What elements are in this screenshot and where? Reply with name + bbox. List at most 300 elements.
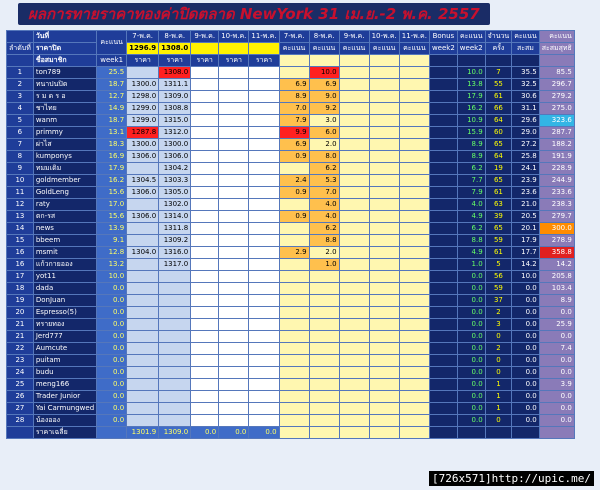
day-score [279, 379, 309, 391]
guess-price [191, 139, 219, 151]
week2-score: 0.0 [457, 355, 485, 367]
price-header: ราคา [159, 55, 191, 67]
bonus-header: Bonus [429, 31, 457, 43]
net-accum-score: 85.5 [539, 67, 574, 79]
accum-score: 27.2 [512, 139, 540, 151]
week2-blank [457, 55, 485, 67]
day-score [339, 307, 369, 319]
accum-score: 29.6 [512, 115, 540, 127]
net-accum-score: 275.0 [539, 103, 574, 115]
bonus-score [429, 331, 457, 343]
day-score [399, 367, 429, 379]
day-score [399, 199, 429, 211]
day-score [279, 391, 309, 403]
day-score [369, 271, 399, 283]
guess-price [219, 139, 249, 151]
accum-score: 0.0 [512, 391, 540, 403]
guess-price [127, 307, 159, 319]
guess-price [127, 343, 159, 355]
day-score [399, 163, 429, 175]
guess-price [159, 295, 191, 307]
net-accum-score: 279.7 [539, 211, 574, 223]
guess-price [219, 175, 249, 187]
footer-label: ราคาเฉลี่ย [33, 427, 96, 439]
guess-price [249, 79, 279, 91]
week2-score: 10.0 [457, 67, 485, 79]
guess-price [159, 379, 191, 391]
table-row [7, 247, 575, 259]
week1-score: 0.0 [97, 307, 127, 319]
day-score [279, 367, 309, 379]
table-row [7, 67, 575, 79]
week1-score: 0.0 [97, 379, 127, 391]
guess-price: 1317.0 [159, 259, 191, 271]
net-accum-score: 279.2 [539, 91, 574, 103]
week1-score: 0.0 [97, 295, 127, 307]
play-count: 1 [485, 379, 512, 391]
day-score [339, 151, 369, 163]
week1-score: 18.3 [97, 139, 127, 151]
guess-price: 1311.8 [159, 223, 191, 235]
day-score [339, 199, 369, 211]
guess-price [219, 259, 249, 271]
price-header: ราคา [249, 55, 279, 67]
guess-price [219, 223, 249, 235]
week1-score: 14.9 [97, 103, 127, 115]
guess-price [219, 115, 249, 127]
guess-price [159, 331, 191, 343]
day-score [399, 223, 429, 235]
day-score [399, 259, 429, 271]
guess-price [191, 271, 219, 283]
day-score [399, 235, 429, 247]
day-score [339, 259, 369, 271]
day-score [399, 187, 429, 199]
day-score [369, 391, 399, 403]
member-name: puitam [33, 355, 96, 367]
day-score [369, 355, 399, 367]
day-score [339, 139, 369, 151]
play-count: 61 [485, 91, 512, 103]
guess-price: 1306.0 [127, 187, 159, 199]
day-score [369, 211, 399, 223]
week2-score: 6.2 [457, 223, 485, 235]
day-score [339, 163, 369, 175]
week2-score: 0.0 [457, 415, 485, 427]
day-score [399, 391, 429, 403]
day-score [279, 331, 309, 343]
week1-score: 0.0 [97, 343, 127, 355]
date-header: 9-พ.ค. [191, 31, 219, 43]
score-header: คะแนน [97, 31, 127, 55]
bonus-score [429, 295, 457, 307]
week1-score: 17.0 [97, 199, 127, 211]
guess-price: 1306.0 [127, 211, 159, 223]
accum-score: 25.8 [512, 151, 540, 163]
footer-tail-blank [512, 427, 540, 439]
row-number: 9 [7, 163, 34, 175]
accum-score: 0.0 [512, 355, 540, 367]
guess-price [127, 331, 159, 343]
points-header: คะแนน [279, 43, 309, 55]
guess-price [219, 283, 249, 295]
bonus-score [429, 103, 457, 115]
play-count: 65 [485, 223, 512, 235]
guess-price [127, 295, 159, 307]
accum-score: 0.0 [512, 367, 540, 379]
net-accum-score: 0.0 [539, 307, 574, 319]
guess-price [127, 271, 159, 283]
bonus-score [429, 355, 457, 367]
week2-score: 13.8 [457, 79, 485, 91]
week2-score: 4.9 [457, 211, 485, 223]
play-count: 56 [485, 271, 512, 283]
grand-blank [539, 55, 574, 67]
week2-score: 15.9 [457, 127, 485, 139]
guess-price: 1302.0 [159, 199, 191, 211]
guess-price [127, 199, 159, 211]
week2-score: 0.0 [457, 391, 485, 403]
member-name: Yai Carmungwed [33, 403, 96, 415]
guess-price: 1306.0 [159, 151, 191, 163]
table-row [7, 115, 575, 127]
price-header: ราคา [219, 55, 249, 67]
guess-price: 1298.0 [127, 91, 159, 103]
day-score [309, 283, 339, 295]
guess-price [219, 235, 249, 247]
row-number: 15 [7, 235, 34, 247]
row-number: 4 [7, 103, 34, 115]
member-name: ทนาปนปิด [33, 79, 96, 91]
bonus-score [429, 211, 457, 223]
week2-score: 17.9 [457, 91, 485, 103]
net-accum-score: 14.2 [539, 259, 574, 271]
table-row [7, 223, 575, 235]
day-score [339, 67, 369, 79]
week1-score: 0.0 [97, 355, 127, 367]
avg-sub: สะสม [512, 43, 540, 55]
week2-score: 0.0 [457, 295, 485, 307]
accum-score: 30.6 [512, 91, 540, 103]
score-blank [279, 55, 309, 67]
day-score [369, 295, 399, 307]
guess-price [127, 367, 159, 379]
guess-price [249, 211, 279, 223]
net-accum-score: 25.9 [539, 319, 574, 331]
day-score: 6.9 [309, 79, 339, 91]
avg-price: 1309.0 [159, 427, 191, 439]
day-score [399, 91, 429, 103]
bonus-score [429, 307, 457, 319]
member-name: แก้วกายออง [33, 259, 96, 271]
day-score [369, 151, 399, 163]
table-row [7, 367, 575, 379]
row-number: 28 [7, 415, 34, 427]
day-score [369, 91, 399, 103]
day-score [309, 391, 339, 403]
day-score [369, 199, 399, 211]
day-score [279, 343, 309, 355]
day-score: 7.9 [279, 115, 309, 127]
day-score [399, 127, 429, 139]
week1-score: 13.2 [97, 259, 127, 271]
table-row [7, 283, 575, 295]
play-count: 1 [485, 391, 512, 403]
week2-score: 0.0 [457, 271, 485, 283]
week2-header: week2 [429, 43, 457, 55]
day-score: 8.0 [309, 151, 339, 163]
guess-price: 1305.0 [159, 187, 191, 199]
day-score [279, 163, 309, 175]
guess-price: 1300.0 [127, 79, 159, 91]
date-header-2: 8-พ.ค. [309, 31, 339, 43]
guess-price [191, 175, 219, 187]
table-row [7, 187, 575, 199]
net-accum-score: 0.0 [539, 367, 574, 379]
close-price [249, 43, 279, 55]
guess-price [249, 271, 279, 283]
day-score [369, 67, 399, 79]
accum-score: 0.0 [512, 331, 540, 343]
day-score [399, 379, 429, 391]
guess-price [191, 259, 219, 271]
guess-price [249, 187, 279, 199]
date-header: 11-พ.ค. [249, 31, 279, 43]
guess-price [249, 295, 279, 307]
guess-price [219, 67, 249, 79]
count-header: จำนวน [485, 31, 512, 43]
guess-price [191, 247, 219, 259]
guess-price [219, 379, 249, 391]
week2-score: 8.9 [457, 139, 485, 151]
watermark: [726x571]http://upic.me/ [429, 471, 594, 486]
footer-blank [7, 427, 34, 439]
guess-price [249, 139, 279, 151]
guess-price [127, 223, 159, 235]
bonus-score [429, 115, 457, 127]
footer-blank-2 [97, 427, 127, 439]
guess-price [159, 415, 191, 427]
week1-score: 16.2 [97, 175, 127, 187]
week1-score: 16.9 [97, 151, 127, 163]
week2-score: 6.2 [457, 163, 485, 175]
bonus-score [429, 271, 457, 283]
week2-score: 4.0 [457, 199, 485, 211]
day-score: 10.0 [309, 67, 339, 79]
day-score [399, 115, 429, 127]
guess-price: 1304.2 [159, 163, 191, 175]
day-score: 6.9 [279, 79, 309, 91]
bonus-score [429, 151, 457, 163]
day-score: 6.2 [309, 223, 339, 235]
net-accum-score: 323.6 [539, 115, 574, 127]
week2-score: 0.0 [457, 343, 485, 355]
table-row [7, 79, 575, 91]
accum-score: 31.1 [512, 103, 540, 115]
guess-price [191, 187, 219, 199]
accum-score: 0.0 [512, 403, 540, 415]
guess-price [219, 331, 249, 343]
day-score: 0.9 [279, 151, 309, 163]
accum-score: 20.1 [512, 223, 540, 235]
day-score: 4.0 [309, 211, 339, 223]
net-accum-score: 3.9 [539, 379, 574, 391]
day-score [339, 355, 369, 367]
score-blank [369, 55, 399, 67]
play-count: 0 [485, 367, 512, 379]
guess-price [249, 391, 279, 403]
guess-price [191, 307, 219, 319]
footer-score-blank [369, 427, 399, 439]
footer-tail-blank [485, 427, 512, 439]
week1-score: 12.7 [97, 91, 127, 103]
day-score [309, 271, 339, 283]
week1-score: 0.0 [97, 319, 127, 331]
row-number: 3 [7, 91, 34, 103]
guess-price [191, 379, 219, 391]
guess-price: 1315.0 [159, 115, 191, 127]
net-accum-score: 238.3 [539, 199, 574, 211]
member-name: msmit [33, 247, 96, 259]
week1-score: 13.1 [97, 127, 127, 139]
count-sub: ครั้ง [485, 43, 512, 55]
guess-price [159, 271, 191, 283]
guess-price [249, 235, 279, 247]
avg-price: 0.0 [191, 427, 219, 439]
net-accum-score: 0.0 [539, 391, 574, 403]
guess-price [219, 151, 249, 163]
day-score [279, 355, 309, 367]
day-score [369, 403, 399, 415]
day-score [309, 403, 339, 415]
day-score: 5.3 [309, 175, 339, 187]
close-price: 1308.0 [159, 43, 191, 55]
guess-price [191, 343, 219, 355]
day-score [399, 79, 429, 91]
guess-price [249, 67, 279, 79]
play-count: 0 [485, 331, 512, 343]
week2-score: 0.0 [457, 403, 485, 415]
day-score [369, 259, 399, 271]
guess-price [249, 103, 279, 115]
member-name: dada [33, 283, 96, 295]
day-score [339, 331, 369, 343]
guess-price [249, 331, 279, 343]
row-number: 6 [7, 127, 34, 139]
row-number: 27 [7, 403, 34, 415]
day-score [369, 331, 399, 343]
bonus-score [429, 163, 457, 175]
week2-score: 7.9 [457, 187, 485, 199]
grand-sub: สะสมสุทธิ [539, 43, 574, 55]
guess-price [191, 415, 219, 427]
play-count: 61 [485, 187, 512, 199]
guess-price [127, 355, 159, 367]
bonus-score [429, 259, 457, 271]
score-table [6, 30, 575, 439]
member-name: Espresso(5) [33, 307, 96, 319]
guess-price [127, 319, 159, 331]
net-accum-score: 7.4 [539, 343, 574, 355]
guess-price: 1308.0 [159, 67, 191, 79]
guess-price [159, 367, 191, 379]
guess-price [219, 343, 249, 355]
week1-score: 17.9 [97, 163, 127, 175]
row-number: 20 [7, 307, 34, 319]
guess-price [219, 211, 249, 223]
bonus-score [429, 379, 457, 391]
accum-score: 20.5 [512, 211, 540, 223]
guess-price [219, 403, 249, 415]
bonus-score [429, 79, 457, 91]
row-number: 11 [7, 187, 34, 199]
guess-price [219, 355, 249, 367]
day-score [339, 319, 369, 331]
guess-price [191, 151, 219, 163]
date-header: 10-พ.ค. [219, 31, 249, 43]
day-score [339, 211, 369, 223]
day-score [369, 343, 399, 355]
day-score: 9.0 [309, 91, 339, 103]
member-name: ton789 [33, 67, 96, 79]
avg-price: 0.0 [249, 427, 279, 439]
accum-score: 0.0 [512, 295, 540, 307]
accum-score: 32.5 [512, 79, 540, 91]
play-count: 37 [485, 295, 512, 307]
guess-price [249, 175, 279, 187]
guess-price [219, 415, 249, 427]
net-accum-score: 233.6 [539, 187, 574, 199]
accum-score: 17.7 [512, 247, 540, 259]
play-count: 2 [485, 343, 512, 355]
day-score [399, 103, 429, 115]
week1-score: 13.9 [97, 223, 127, 235]
week1-score: 25.5 [97, 67, 127, 79]
table-row [7, 151, 575, 163]
day-score [339, 295, 369, 307]
table-row [7, 235, 575, 247]
bonus-score [429, 199, 457, 211]
net-accum-score: 0.0 [539, 355, 574, 367]
table-row [7, 415, 575, 427]
bonus-score [429, 403, 457, 415]
day-score [309, 355, 339, 367]
day-score [369, 283, 399, 295]
table-row [7, 355, 575, 367]
guess-price [191, 67, 219, 79]
accum-score: 0.0 [512, 307, 540, 319]
accum-score: 0.0 [512, 319, 540, 331]
date-label: วันที่ [33, 31, 96, 43]
guess-price [191, 331, 219, 343]
play-count: 39 [485, 211, 512, 223]
day-score [309, 331, 339, 343]
points-header: คะแนน [369, 43, 399, 55]
accum-score: 0.0 [512, 343, 540, 355]
day-score [279, 259, 309, 271]
table-row [7, 91, 575, 103]
day-score [399, 355, 429, 367]
day-score [339, 391, 369, 403]
week1-score: 0.0 [97, 403, 127, 415]
day-score [339, 223, 369, 235]
member-name: Trader Junior [33, 391, 96, 403]
day-score [279, 199, 309, 211]
net-accum-score: 358.8 [539, 247, 574, 259]
guess-price [159, 355, 191, 367]
day-score [369, 223, 399, 235]
day-score [369, 247, 399, 259]
